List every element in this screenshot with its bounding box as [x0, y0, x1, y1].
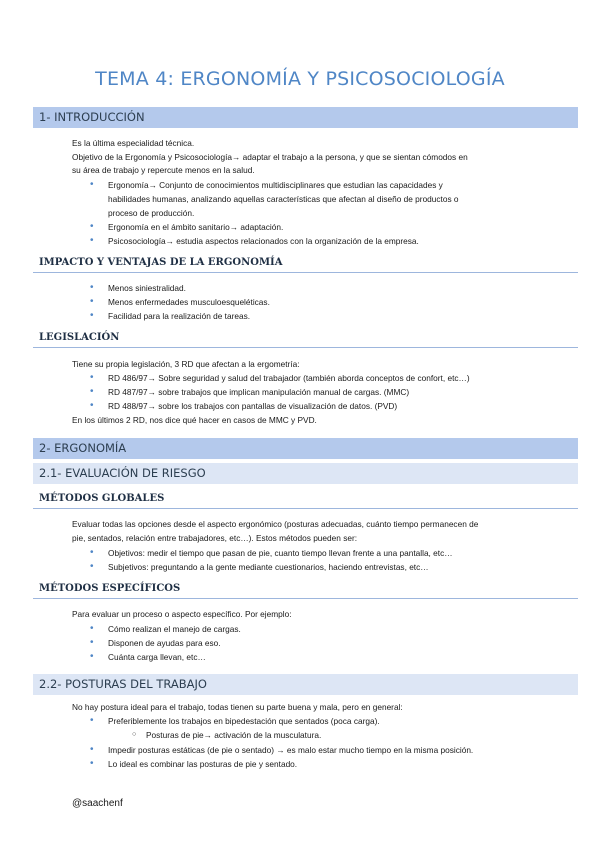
subheading-legislacion: LEGISLACIÓN [33, 328, 578, 348]
globales-item: • Objetivos: medir el tiempo que pasan de pie, cuanto tiempo llevan frente a una pantalla, etc… [108, 548, 453, 558]
legislacion-item: • RD 486/97→ Sobre seguridad y salud del trabajador (también aborda conceptos de confort, etc…) [108, 373, 470, 383]
posturas-item: • Lo ideal es combinar las posturas de pie y sentado. [108, 759, 297, 769]
intro-bullet-ergonomia: • Ergonomía→ Conjunto de conocimientos multidisciplinares que estudian las capacidades y [108, 180, 443, 190]
footer-handle: @saachenf [72, 798, 123, 809]
section-heading-introduccion: 1- INTRODUCCIÓN [33, 107, 578, 128]
globales-item: • Subjetivos: preguntando a la gente mediante cuestionarios, haciendo entrevistas, etc… [108, 562, 429, 572]
posturas-subitem: ○ Posturas de pie→ activación de la musculatura. [146, 730, 321, 740]
page-title: TEMA 4: ERGONOMÍA Y PSICOSOCIOLOGÍA [95, 68, 505, 90]
posturas-item: • Impedir posturas estáticas (de pie o sentado) → es malo estar mucho tiempo en la misma posición. [108, 745, 473, 755]
intro-bullet-sanitario: • Ergonomía en el ámbito sanitario→ adaptación. [108, 222, 283, 232]
posturas-item: • Preferiblemente los trabajos en bipedestación que sentados (poca carga). [108, 716, 380, 726]
legislacion-item: • RD 487/97→ sobre trabajos que implican manipulación manual de cargas. (MMC) [108, 387, 409, 397]
legislacion-outro: En los últimos 2 RD, nos dice qué hacer en casos de MMC y PVD. [72, 415, 317, 425]
intro-bullet-psicosociologia: • Psicosociología→ estudia aspectos relacionados con la organización de la empresa. [108, 236, 419, 246]
especificos-item: • Disponen de ayudas para eso. [108, 638, 221, 648]
globales-paragraph-b: pie, sentados, relación entre trabajadores, etc…). Estos métodos pueden ser: [72, 533, 358, 543]
subsection-heading-posturas: 2.2- POSTURAS DEL TRABAJO [33, 674, 578, 695]
globales-paragraph-a: Evaluar todas las opciones desde el aspecto ergonómico (posturas adecuadas, cuánto tiempo permanecen de [72, 519, 479, 529]
subheading-impacto: IMPACTO Y VENTAJAS DE LA ERGONOMÍA [33, 253, 578, 273]
impacto-item: • Menos enfermedades musculoesqueléticas. [108, 297, 270, 307]
intro-bullet-ergonomia-cont2: proceso de producción. [108, 208, 195, 218]
especificos-intro: Para evaluar un proceso o aspecto específico. Por ejemplo: [72, 609, 292, 619]
impacto-item: • Menos siniestralidad. [108, 283, 186, 293]
especificos-item: • Cómo realizan el manejo de cargas. [108, 624, 241, 634]
subsection-heading-evaluacion: 2.1- EVALUACIÓN DE RIESGO [33, 463, 578, 484]
impacto-item: • Facilidad para la realización de tareas. [108, 311, 250, 321]
posturas-intro: No hay postura ideal para el trabajo, todas tienen su parte buena y mala, pero en general: [72, 702, 403, 712]
intro-paragraph-2b: su área de trabajo y repercute menos en la salud. [72, 165, 255, 175]
subheading-metodos-globales: MÉTODOS GLOBALES [33, 489, 578, 509]
subheading-metodos-especificos: MÉTODOS ESPECÍFICOS [33, 579, 578, 599]
intro-bullet-ergonomia-cont1: habilidades humanas, analizando aquellas características que afectan al diseño de productos o [108, 194, 459, 204]
especificos-item: • Cuánta carga llevan, etc… [108, 652, 206, 662]
intro-paragraph-2a: Objetivo de la Ergonomía y Psicosociología→ adaptar el trabajo a la persona, y que se sientan cómodos en [72, 152, 468, 162]
legislacion-intro: Tiene su propia legislación, 3 RD que afectan a la ergometría: [72, 359, 300, 369]
intro-paragraph-1: Es la última especialidad técnica. [72, 138, 195, 148]
section-heading-ergonomia: 2- ERGONOMÍA [33, 438, 578, 459]
legislacion-item: • RD 488/97→ sobre los trabajos con pantallas de visualización de datos. (PVD) [108, 401, 397, 411]
